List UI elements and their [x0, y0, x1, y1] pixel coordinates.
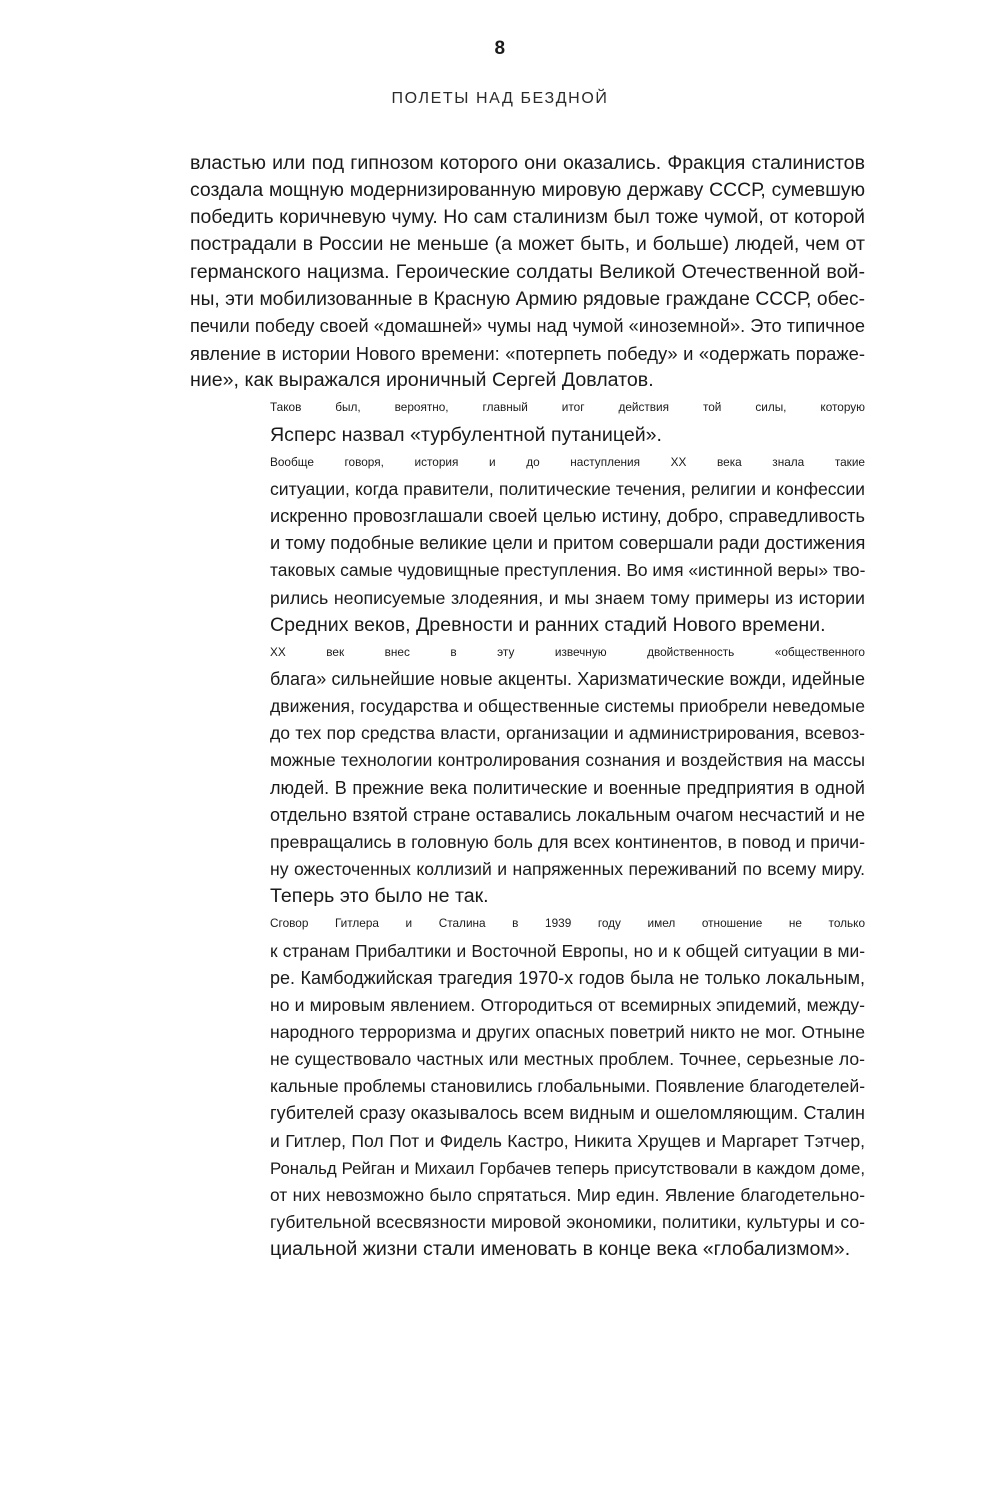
- text-line: печили победу своей «домашней» чумы над чумой «иноземной». Это типичное: [190, 315, 865, 336]
- text-line: циальной жизни стали именовать в конце века «глобализмом».: [270, 1238, 851, 1261]
- page-number: 8: [494, 38, 506, 59]
- text-line: победить коричневую чуму. Но сам сталинизм был тоже чумой, от которой: [190, 206, 865, 229]
- text-line: народного терроризма и других опасных поветрий никто не мог. Отныне: [270, 1022, 865, 1042]
- text-line: создала мощную модернизированную мировую державу СССР, сумевшую: [190, 179, 865, 202]
- text-line: явление в истории Нового времени: «потерпеть победу» и «одержать пораже-: [190, 343, 865, 365]
- text-line: ситуации, когда правители, политические течения, религии и конфессии: [270, 478, 865, 499]
- paragraph: [190, 449, 865, 639]
- text-line: XX век внес в эту извечную двойственность «общественного: [270, 644, 865, 659]
- running-head: ПОЛЕТЫ НАД БЕЗДНОЙ: [391, 90, 609, 107]
- text-line: от них невозможно было спрятаться. Мир един. Явление благодетельно-: [270, 1184, 865, 1205]
- text-line: блага» сильнейшие новые акценты. Харизматические вожди, идейные: [270, 668, 865, 689]
- text-line: искренно провозглашали своей целью истину, добро, справедливость: [270, 506, 865, 527]
- paragraph: [190, 639, 865, 911]
- text-line: таковых самые чудовищные преступления. Во имя «истинной веры» тво-: [270, 560, 866, 581]
- text-line: Средних веков, Древности и ранних стадий Нового времени.: [270, 613, 826, 636]
- text-line: и тому подобные великие цели и притом совершали ради достижения: [270, 533, 866, 554]
- text-line: Ясперс назвал «турбулентной путаницей».: [270, 423, 662, 446]
- text-line: губителей сразу оказывалось всем видным и ошеломляющим. Сталин: [270, 1103, 865, 1124]
- text-line: властью или под гипнозом которого они оказались. Фракция сталинистов: [190, 152, 865, 174]
- paragraph: [190, 150, 865, 394]
- text-line: ре. Камбоджийская трагедия 1970-х годов была не только локальным,: [270, 967, 865, 988]
- text-line: к странам Прибалтики и Восточной Европы, но и к общей ситуации в ми-: [270, 940, 865, 961]
- text-line: ны, эти мобилизованные в Красную Армию рядовые граждане СССР, обес-: [190, 288, 865, 310]
- paragraph: [190, 394, 865, 448]
- paragraph: [190, 910, 865, 1263]
- text-line: не существовало частных или местных проблем. Точнее, серьезные ло-: [270, 1049, 865, 1070]
- text-line: отдельно взятой стране оставались локальным очагом несчастий и не: [270, 804, 865, 825]
- text-line: и Гитлер, Пол Пот и Фидель Кастро, Никита Хрущев и Маргарет Тэтчер,: [270, 1130, 865, 1151]
- text-line: кальные проблемы становились глобальными. Появление благодетелей-: [270, 1076, 865, 1097]
- text-line: ние», как выражался ироничный Сергей Довлатов.: [190, 369, 654, 392]
- text-line: Таков был, вероятно, главный итог действия той силы, которую: [270, 400, 865, 415]
- text-line: Теперь это было не так.: [270, 885, 489, 908]
- text-line: превращались в головную боль для всех континентов, в повод и причи-: [270, 831, 865, 852]
- text-line: Рональд Рейган и Михаил Горбачев теперь присутствовали в каждом доме,: [270, 1158, 865, 1178]
- text-line: Сговор Гитлера и Сталина в 1939 году имел отношение не только: [270, 916, 865, 931]
- text-line: Вообще говоря, история и до наступления XX века знала такие: [270, 454, 865, 469]
- text-line: но и мировым явлением. Отгородиться от всемирных эпидемий, между-: [270, 994, 865, 1015]
- text-line: ну ожесточенных коллизий и напряженных переживаний по всему миру.: [270, 859, 865, 880]
- text-line: движения, государства и общественные системы приобрели неведомые: [270, 696, 865, 717]
- text-line: пострадали в России не меньше (а может быть, и больше) людей, чем от: [190, 233, 865, 256]
- text-line: до тех пор средства власти, организации и администрирования, всевоз-: [270, 723, 865, 744]
- body-text: [190, 150, 865, 1263]
- text-line: можные технологии контролирования сознания и воздействия на массы: [270, 750, 865, 771]
- text-line: губительной всесвязности мировой экономики, политики, культуры и со-: [270, 1212, 865, 1233]
- text-line: рились неописуемые злодеяния, и мы знаем тому примеры из истории: [270, 587, 865, 608]
- text-line: людей. В прежние века политические и военные предприятия в одной: [270, 777, 865, 798]
- text-line: германского нацизма. Героические солдаты Великой Отечественной вой-: [190, 260, 865, 283]
